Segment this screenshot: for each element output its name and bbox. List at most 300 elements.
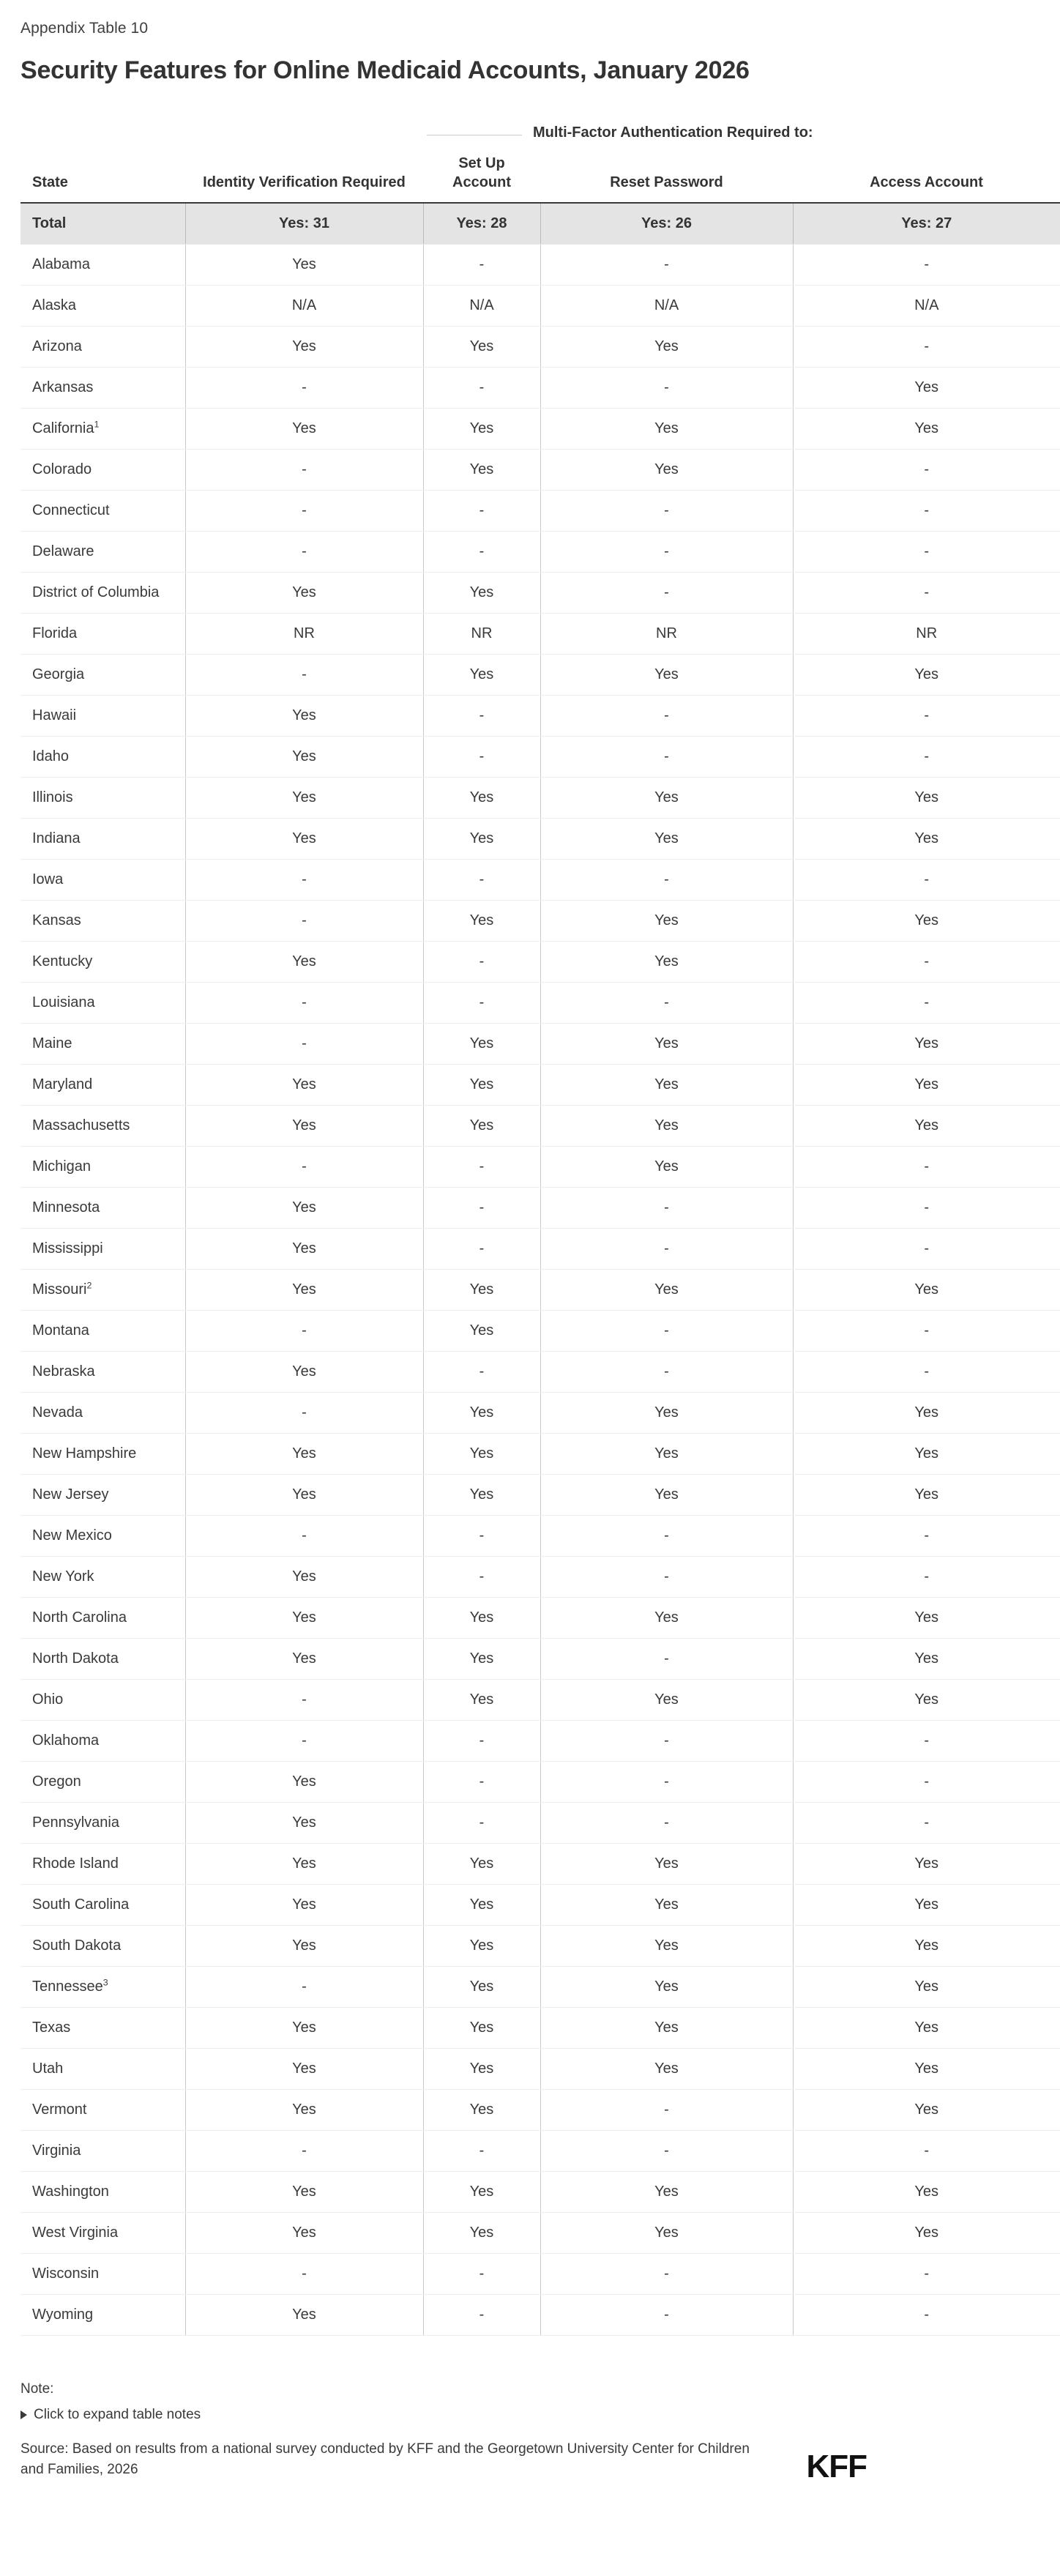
cell-identity-verification: Yes [185, 408, 423, 449]
cell-reset-password: - [540, 736, 793, 777]
cell-state: Georgia [20, 654, 185, 695]
cell-access-account: Yes [793, 1105, 1060, 1146]
cell-access-account: NR [793, 613, 1060, 654]
cell-state: Oregon [20, 1761, 185, 1802]
cell-identity-verification: Yes [185, 572, 423, 613]
cell-set-up-account: - [423, 982, 540, 1023]
cell-set-up-account: Yes [423, 572, 540, 613]
cell-state: Vermont [20, 2089, 185, 2130]
table-row [20, 244, 1060, 285]
cell-identity-verification: - [185, 490, 423, 531]
cell-state: Utah [20, 2048, 185, 2089]
cell-reset-password: Yes [540, 1433, 793, 1474]
cell-state: Arizona [20, 326, 185, 367]
cell-access-account: Yes [793, 1966, 1060, 2007]
cell-access-account: - [793, 1720, 1060, 1761]
triangle-right-icon [20, 2411, 27, 2419]
cell-set-up-account: - [423, 1761, 540, 1802]
table-row [20, 1269, 1060, 1310]
table-row [20, 736, 1060, 777]
table-row [20, 449, 1060, 490]
table-row [20, 900, 1060, 941]
cell-reset-password: - [540, 1187, 793, 1228]
cell-reset-password: Yes [540, 1597, 793, 1638]
footnote-marker: 1 [94, 419, 100, 430]
cell-set-up-account: - [423, 2294, 540, 2335]
cell-state: District of Columbia [20, 572, 185, 613]
cell-access-account: Yes [793, 1392, 1060, 1433]
table-row [20, 818, 1060, 859]
cell-identity-verification: Yes [185, 1187, 423, 1228]
cell-access-account: - [793, 1802, 1060, 1843]
cell-access-account: Yes [793, 654, 1060, 695]
cell-state: Washington [20, 2171, 185, 2212]
column-header-identity-verification[interactable]: Identity Verification Required [185, 154, 423, 203]
cell-access-account: - [793, 736, 1060, 777]
cell-identity-verification: - [185, 900, 423, 941]
footnote-marker: 2 [86, 1280, 92, 1291]
table-row [20, 1597, 1060, 1638]
table-row [20, 326, 1060, 367]
cell-access-account: Yes [793, 900, 1060, 941]
cell-reset-password: - [540, 1638, 793, 1679]
table-row [20, 1105, 1060, 1146]
cell-set-up-account: - [423, 941, 540, 982]
cell-identity-verification: Yes [185, 2089, 423, 2130]
cell-identity-verification: Yes [185, 1843, 423, 1884]
security-features-table [20, 154, 1060, 2336]
table-row [20, 2130, 1060, 2171]
table-row [20, 2253, 1060, 2294]
cell-reset-password: - [540, 1720, 793, 1761]
cell-access-account: Yes [793, 1433, 1060, 1474]
table-row [20, 1761, 1060, 1802]
spanner-label: Multi-Factor Authentication Required to: [533, 124, 813, 141]
cell-access-account: - [793, 1228, 1060, 1269]
table-row [20, 1023, 1060, 1064]
cell-access-account: - [793, 2253, 1060, 2294]
cell-set-up-account: Yes [423, 1105, 540, 1146]
cell-set-up-account: - [423, 2253, 540, 2294]
table-row [20, 2212, 1060, 2253]
table-footer [20, 2381, 873, 2498]
cell-access-account: N/A [793, 285, 1060, 326]
cell-access-account: - [793, 531, 1060, 572]
cell-access-account: Yes [793, 818, 1060, 859]
cell-access-account: - [793, 2130, 1060, 2171]
cell-reset-password: - [540, 1515, 793, 1556]
cell-access-account: - [793, 941, 1060, 982]
cell-access-account: - [793, 490, 1060, 531]
cell-identity-verification: Yes [185, 941, 423, 982]
cell-identity-verification: Yes [185, 1884, 423, 1925]
table-scroll-region[interactable] [20, 154, 983, 2336]
cell-set-up-account: - [423, 1720, 540, 1761]
cell-access-account: - [793, 2294, 1060, 2335]
table-row-total [20, 203, 1060, 245]
cell-access-account: - [793, 1556, 1060, 1597]
table-row [20, 982, 1060, 1023]
cell-set-up-account: NR [423, 613, 540, 654]
table-row [20, 367, 1060, 408]
cell-state: Nebraska [20, 1351, 185, 1392]
cell-set-up-account: Yes [423, 1843, 540, 1884]
table-row [20, 1720, 1060, 1761]
cell-reset-password: NR [540, 613, 793, 654]
cell-access-account: - [793, 1146, 1060, 1187]
cell-reset-password: Yes [540, 1843, 793, 1884]
cell-reset-password: Yes [540, 941, 793, 982]
cell-set-up-account: - [423, 244, 540, 285]
cell-state: Hawaii [20, 695, 185, 736]
cell-identity-verification: Yes [185, 2007, 423, 2048]
cell-reset-password: N/A [540, 285, 793, 326]
cell-reset-password: Yes [540, 1679, 793, 1720]
cell-state: Missouri$^2$ [20, 1269, 185, 1310]
cell-set-up-account: Yes [423, 2171, 540, 2212]
table-row [20, 1884, 1060, 1925]
cell-state: Massachusetts [20, 1105, 185, 1146]
cell-reset-password: Yes [540, 777, 793, 818]
table-row [20, 1351, 1060, 1392]
cell-set-up-account: Yes [423, 2007, 540, 2048]
cell-set-up-account: Yes [423, 654, 540, 695]
table-row [20, 1925, 1060, 1966]
cell-identity-verification: Yes [185, 326, 423, 367]
cell-set-up-account: - [423, 490, 540, 531]
cell-identity-verification: Yes [185, 1474, 423, 1515]
cell-identity-verification: - [185, 982, 423, 1023]
cell-reset-password: - [540, 490, 793, 531]
cell-set-up-account: - [423, 531, 540, 572]
cell-state: New York [20, 1556, 185, 1597]
cell-state: Texas [20, 2007, 185, 2048]
cell-identity-verification: Yes [185, 1064, 423, 1105]
cell-state: Montana [20, 1310, 185, 1351]
cell-state: Indiana [20, 818, 185, 859]
cell-reset-password: - [540, 859, 793, 900]
cell-reset-password: - [540, 2130, 793, 2171]
cell-access-account: Yes [793, 1269, 1060, 1310]
cell-access-account: Yes [793, 1884, 1060, 1925]
cell-state: Maine [20, 1023, 185, 1064]
table-row [20, 2294, 1060, 2335]
cell-state: New Jersey [20, 1474, 185, 1515]
cell-identity-verification: Yes [185, 1761, 423, 1802]
cell-access-account: - [793, 1351, 1060, 1392]
footnote-marker: 3 [102, 1977, 108, 1988]
cell-access-account: Yes [793, 1638, 1060, 1679]
table-row [20, 408, 1060, 449]
cell-reset-password: Yes [540, 654, 793, 695]
cell-reset-password: - [540, 531, 793, 572]
table-row [20, 2048, 1060, 2089]
cell-set-up-account: Yes [423, 1679, 540, 1720]
table-row [20, 613, 1060, 654]
table-row [20, 1556, 1060, 1597]
cell-set-up-account: Yes [423, 1638, 540, 1679]
cell-identity-verification: Yes [185, 695, 423, 736]
cell-state: Oklahoma [20, 1720, 185, 1761]
cell-reset-password: - [540, 695, 793, 736]
note-label: Note: [20, 2380, 54, 2397]
cell-state: Minnesota [20, 1187, 185, 1228]
cell-identity-verification: - [185, 1310, 423, 1351]
table-row [20, 1187, 1060, 1228]
cell-identity-verification: - [185, 449, 423, 490]
cell-access-account: - [793, 1310, 1060, 1351]
cell-reset-password: - [540, 1310, 793, 1351]
cell-identity-verification: - [185, 1023, 423, 1064]
cell-identity-verification: Yes [185, 1556, 423, 1597]
cell-set-up-account: Yes [423, 1597, 540, 1638]
cell-identity-verification: Yes [185, 818, 423, 859]
table-row [20, 1802, 1060, 1843]
cell-state: Kansas [20, 900, 185, 941]
table-row [20, 1843, 1060, 1884]
cell-identity-verification: - [185, 1679, 423, 1720]
cell-state: Connecticut [20, 490, 185, 531]
cell-reset-password: Yes [540, 1966, 793, 2007]
cell-set-up-account: - [423, 367, 540, 408]
cell-state: Nevada [20, 1392, 185, 1433]
cell-set-up-account: Yes [423, 2212, 540, 2253]
cell-identity-verification: - [185, 1392, 423, 1433]
cell-set-up-account: Yes [423, 1269, 540, 1310]
cell-state: North Dakota [20, 1638, 185, 1679]
cell-reset-password: - [540, 1228, 793, 1269]
cell-reset-password: Yes [540, 2171, 793, 2212]
cell-identity-verification: - [185, 1146, 423, 1187]
cell-state: Louisiana [20, 982, 185, 1023]
cell-set-up-account: Yes [423, 1884, 540, 1925]
cell-reset-password: - [540, 1761, 793, 1802]
cell-set-up-account: Yes [423, 408, 540, 449]
table-row [20, 285, 1060, 326]
cell-state: Wisconsin [20, 2253, 185, 2294]
cell-set-up-account: - [423, 736, 540, 777]
cell-reset-password: Yes [540, 1023, 793, 1064]
cell-identity-verification: Yes [185, 1925, 423, 1966]
column-header-state[interactable]: State [20, 154, 185, 203]
cell-set-up-account: Yes [423, 1064, 540, 1105]
cell-identity-verification: Yes [185, 244, 423, 285]
cell-reset-password: Yes [540, 1392, 793, 1433]
table-eyebrow: Appendix Table 10 [20, 20, 149, 37]
cell-state: Illinois [20, 777, 185, 818]
cell-reset-password: Yes [540, 2212, 793, 2253]
table-row [20, 1679, 1060, 1720]
cell-state: Ohio [20, 1679, 185, 1720]
cell-reset-password: - [540, 1802, 793, 1843]
cell-set-up-account: - [423, 1556, 540, 1597]
cell-state: South Dakota [20, 1925, 185, 1966]
table-row [20, 859, 1060, 900]
cell-identity-verification: NR [185, 613, 423, 654]
cell-reset-password: Yes [540, 408, 793, 449]
table-row [20, 695, 1060, 736]
column-header-access-account[interactable]: Access Account [793, 154, 1060, 203]
expand-table-notes-button[interactable] [20, 2407, 201, 2423]
cell-set-up-account: Yes [423, 818, 540, 859]
cell-identity-verification: Yes: 31 [185, 203, 423, 245]
cell-state: New Hampshire [20, 1433, 185, 1474]
cell-access-account: Yes [793, 1064, 1060, 1105]
column-header-reset-password[interactable]: Reset Password [540, 154, 793, 203]
cell-identity-verification: Yes [185, 2048, 423, 2089]
cell-state: Arkansas [20, 367, 185, 408]
cell-set-up-account: Yes [423, 2048, 540, 2089]
cell-identity-verification: Yes [185, 1802, 423, 1843]
cell-set-up-account: - [423, 1515, 540, 1556]
table-row [20, 2089, 1060, 2130]
cell-state: Alaska [20, 285, 185, 326]
cell-reset-password: Yes [540, 1925, 793, 1966]
cell-identity-verification: Yes [185, 1351, 423, 1392]
cell-identity-verification: Yes [185, 1269, 423, 1310]
cell-access-account: Yes [793, 2048, 1060, 2089]
column-group-header [20, 124, 873, 146]
cell-state: Kentucky [20, 941, 185, 982]
cell-reset-password: Yes [540, 1064, 793, 1105]
table-head [20, 154, 1060, 203]
cell-set-up-account: Yes [423, 449, 540, 490]
cell-reset-password: - [540, 982, 793, 1023]
cell-state: Michigan [20, 1146, 185, 1187]
cell-access-account: Yes [793, 408, 1060, 449]
cell-identity-verification: - [185, 1966, 423, 2007]
cell-access-account: - [793, 1515, 1060, 1556]
cell-reset-password: - [540, 244, 793, 285]
cell-identity-verification: - [185, 2253, 423, 2294]
table-row [20, 2171, 1060, 2212]
cell-access-account: - [793, 326, 1060, 367]
cell-identity-verification: - [185, 859, 423, 900]
table-row [20, 1392, 1060, 1433]
cell-access-account: - [793, 859, 1060, 900]
table-row [20, 1310, 1060, 1351]
cell-reset-password: Yes [540, 1269, 793, 1310]
cell-state: Florida [20, 613, 185, 654]
cell-state: Colorado [20, 449, 185, 490]
cell-set-up-account: Yes [423, 777, 540, 818]
cell-identity-verification: - [185, 531, 423, 572]
cell-set-up-account: Yes [423, 900, 540, 941]
cell-reset-password: Yes [540, 2007, 793, 2048]
cell-state: Idaho [20, 736, 185, 777]
cell-identity-verification: - [185, 1515, 423, 1556]
cell-identity-verification: - [185, 654, 423, 695]
table-row [20, 2007, 1060, 2048]
table-row [20, 1515, 1060, 1556]
cell-state: Maryland [20, 1064, 185, 1105]
table-row [20, 1064, 1060, 1105]
cell-access-account: - [793, 1187, 1060, 1228]
cell-access-account: Yes [793, 367, 1060, 408]
cell-access-account: Yes [793, 777, 1060, 818]
cell-identity-verification: Yes [185, 1228, 423, 1269]
cell-identity-verification: N/A [185, 285, 423, 326]
cell-access-account: - [793, 572, 1060, 613]
cell-state: Iowa [20, 859, 185, 900]
cell-identity-verification: Yes [185, 2294, 423, 2335]
cell-state: Delaware [20, 531, 185, 572]
cell-state: Wyoming [20, 2294, 185, 2335]
cell-access-account: Yes [793, 1597, 1060, 1638]
cell-state: Tennessee$^3$ [20, 1966, 185, 2007]
cell-access-account: Yes [793, 1679, 1060, 1720]
cell-reset-password: - [540, 2294, 793, 2335]
cell-identity-verification: Yes [185, 1597, 423, 1638]
cell-reset-password: - [540, 1351, 793, 1392]
cell-access-account: Yes [793, 2171, 1060, 2212]
cell-identity-verification: Yes [185, 736, 423, 777]
cell-set-up-account: Yes [423, 326, 540, 367]
cell-access-account: Yes [793, 1474, 1060, 1515]
cell-identity-verification: Yes [185, 777, 423, 818]
cell-state: Alabama [20, 244, 185, 285]
cell-access-account: Yes [793, 1023, 1060, 1064]
table-row [20, 1228, 1060, 1269]
cell-set-up-account: Yes [423, 1392, 540, 1433]
column-header-set-up-account[interactable]: Set Up Account [423, 154, 540, 203]
cell-set-up-account: - [423, 1146, 540, 1187]
expand-table-notes-label: Click to expand table notes [34, 2406, 201, 2422]
cell-reset-password: Yes [540, 818, 793, 859]
cell-reset-password: Yes [540, 449, 793, 490]
cell-identity-verification: Yes [185, 2171, 423, 2212]
cell-access-account: - [793, 695, 1060, 736]
table-row [20, 1638, 1060, 1679]
cell-set-up-account: - [423, 859, 540, 900]
cell-identity-verification: - [185, 2130, 423, 2171]
cell-state: South Carolina [20, 1884, 185, 1925]
table-row [20, 941, 1060, 982]
cell-state: New Mexico [20, 1515, 185, 1556]
table-body [20, 203, 1060, 2336]
cell-access-account: Yes: 27 [793, 203, 1060, 245]
cell-set-up-account: N/A [423, 285, 540, 326]
cell-reset-password: Yes [540, 326, 793, 367]
table-row [20, 572, 1060, 613]
table-row [20, 531, 1060, 572]
cell-state: Virginia [20, 2130, 185, 2171]
table-row [20, 1146, 1060, 1187]
cell-reset-password: Yes [540, 900, 793, 941]
cell-identity-verification: - [185, 367, 423, 408]
table-row [20, 1474, 1060, 1515]
cell-set-up-account: Yes [423, 2089, 540, 2130]
cell-identity-verification: Yes [185, 1638, 423, 1679]
cell-set-up-account: Yes [423, 1925, 540, 1966]
kff-logo: KFF [806, 2448, 867, 2484]
cell-reset-password: Yes [540, 1105, 793, 1146]
cell-state: North Carolina [20, 1597, 185, 1638]
table-row [20, 1966, 1060, 2007]
cell-reset-password: Yes [540, 1146, 793, 1187]
cell-state: Pennsylvania [20, 1802, 185, 1843]
cell-reset-password: - [540, 367, 793, 408]
cell-access-account: Yes [793, 2007, 1060, 2048]
cell-state: West Virginia [20, 2212, 185, 2253]
cell-state: Total [20, 203, 185, 245]
cell-set-up-account: - [423, 1802, 540, 1843]
cell-reset-password: - [540, 2089, 793, 2130]
cell-reset-password: Yes [540, 1474, 793, 1515]
cell-access-account: Yes [793, 2212, 1060, 2253]
cell-set-up-account: - [423, 695, 540, 736]
cell-reset-password: - [540, 2253, 793, 2294]
